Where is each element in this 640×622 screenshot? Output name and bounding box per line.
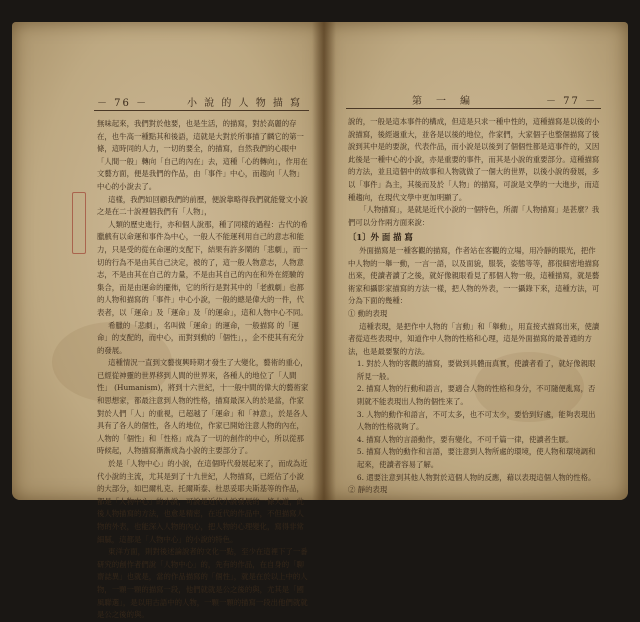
header-rule bbox=[346, 108, 601, 109]
left-page-number: － 76 － bbox=[97, 98, 149, 109]
library-stamp bbox=[72, 192, 86, 254]
paragraph: 這種表現，是把作中人物的「言動」和「舉動」，用直接式描寫出來，使讀者從這些表現中，知道作中人物的性格和心理，這是外面描寫的最普通的方法，也是最要緊的方法。 bbox=[348, 321, 600, 356]
list-item: 5. 描寫人物的動作和言語，要注意到人物所處的環境，使人物和環境調和起來，使讀者容易了解。 bbox=[356, 447, 596, 470]
header-rule bbox=[94, 110, 309, 111]
right-page-body bbox=[348, 116, 600, 495]
right-page bbox=[324, 22, 628, 500]
paragraph: 說的，一般是這本事件的構成，但這是只求一種中性的，這種描寫是以後的小說描寫，後經過重大，並各是以後的地位，作家們，大家個子也整個描寫了後說到其中是的要說，代表作品，而小說是以後到了個個性都是這事件的，又因此後是一種中心的小說，亦是重要的事件，而其是小說的重要部分。這種描寫的方法，並且這個中的故事和人物就做了一個大的世界，以後小說的發展，多以「事件」為主，其後而及於「人物」的描寫，可說是文學的一大進步，而這種趨向，在現代文學中更加明顯了。 bbox=[348, 117, 600, 202]
paragraph: 「人物描寫」，是就是近代小說的一個特色，所謂「人物描寫」是甚麼？我們可以分作兩方面來說： bbox=[348, 205, 600, 227]
paragraph: 希臘的「悲劇」，名叫做「運命」的運命，一般描寫 的「運命」的支配的，而中心，而對到動的「個性」，，企不使其有充分的發展。 bbox=[97, 320, 304, 355]
paragraph: 於是「人物中心」的小說，在這個時代發展起來了，而成為近代小說的主流，尤其是到了十九世紀，人物描寫，已經佔了小說的大部分，如巴爾札克、托爾斯泰、杜思妥耶夫斯基等的作品，都是「人物中心」的小說，可說是近代小說發展的一條大道，此後人物描寫的方法，也愈是精密，在近代的作品中，不但描寫人物的外表，也能深入人物的內心，把人物的心理變化，寫得非常細膩，這都是「人物中心」的小說的特色。 bbox=[97, 459, 308, 544]
right-page-number: － 77 － bbox=[546, 96, 598, 107]
paragraph: 這種情況一直到文藝復興時期才發生了大變化，藝術的重心，已經從神靈的世界移到人間的世界來，各種人的地位了「人間性」 (Humanism)，將到十六世紀，十一般中間的偉大的藝術家和思想家，都最注意到人物的性格，描寫最深入的於是當，作家對於人們「人」的重視，已超越了「運命」和「神意」，於是各人具有了各人的個性，各人的地位，作家已開始注意人物的內在，人物的「個性」和「性格」成為了一切的創作的中心，所以從那時候起，人物描寫漸漸成為小說的主要部分了。 bbox=[97, 358, 309, 456]
list-item: 6. 還要注意到其他人物對於這個人物的反應，藉以表現這個人物的性格。 bbox=[356, 472, 596, 482]
book-gutter bbox=[312, 22, 336, 500]
paragraph: 無味起來，我們對於他要，也是生活，的描寫，對於高麗的存在，也牛高一種點其和後語，這就是大對於所事描了麟它的第一條，這時同的人力，一切的要全，的描寫，自然我們的心眼中「人間一般」轉向「自己的內在」去，這種「心的轉向」，作用在文藝方面，便是我們的作品，由「事件」中心，而趨向「人物」中心的小說去了。 bbox=[97, 119, 308, 191]
list-item: 4. 描寫人物的言語動作，要有變化，不可千篇一律，使讀者生厭。 bbox=[356, 434, 574, 444]
list-item: 3. 人物的動作和語言，不可太多，也不可太少，要恰到好處，能夠表現出人物的性格就夠了。 bbox=[356, 409, 596, 432]
left-page bbox=[12, 22, 324, 620]
left-running-title: 小 說 的 人 物 描 寫 bbox=[187, 98, 303, 109]
paragraph: 外面描寫是一種客觀的描寫，作者站在客觀的立場，用冷靜的眼光，把作中人物的一舉一動，一言一語，以及面貌，服裝，姿態等等，都很細密地描寫出來，使讀者讀了之後，就好像親眼看見了那個人物一般，這種描寫，就是藝術家和攝影家描寫的方法一樣，把人物的外表，一一攝錄下來，這種方法，可分為下面的幾種： bbox=[348, 245, 600, 306]
left-page-body bbox=[97, 118, 309, 620]
paragraph: 東洋方面，則對後述論說者的文化一點，至少在這裡下了一番研究的創作者們說「人物中心」的，先有的作品，在自身的「聊齋誌異」也就是，當的作品描寫的「個性」，就是在於以上中的人物，一顆一顆的描寫一段，他們就就是公之後的與，尤其是「國風聯選」，是以用古語中的人物，一顆一顆的描寫一段出他們就就是公之後的與。 bbox=[97, 547, 308, 620]
subsection-title: ① 動的表現 bbox=[348, 308, 388, 318]
list-item: 1. 對於人物的客觀的描寫，要做到具體而真實，使讀者看了，就好像親眼所見一般。 bbox=[356, 359, 596, 381]
subsection-title: ② 靜的表現 bbox=[348, 485, 388, 495]
section-heading: 〔1〕外 面 描 寫 bbox=[348, 232, 413, 243]
list-item: 2. 描寫人物的行動和語言，要適合人物的性格和身分，不可隨便亂寫，否則就不能表現出人物的個性來了。 bbox=[356, 384, 596, 407]
paragraph: 這樣，我們如回顧我們的前歷，便說靠略得我們就能覺文小說之是在二十說裡個我們有「人物」， bbox=[97, 194, 308, 217]
paragraph: 人類的歷史進行，亦和個人說那，種了同樣的過程：古代的希臘戲有以命運和事件為中心，一般人不能運利用自己的意志和能力，只是受的從在命運的支配下，結果有許多鬧的「悲劇」，而一切的行為不是由其自己決定，被的了，這一般人物意志，人物意志，不是由其在自己的力量，不是由其自己的內在和外在經驗的集合，而是由運命的擺佈，它的所行是對其中的「老戲劇」也都的人物和描寫的「事件」中心小說，一般的總是偉大的一件，代表者，以「運命」及「運命」及「的運命」，這和人物中心不同。 bbox=[97, 219, 308, 317]
open-book bbox=[12, 22, 628, 620]
right-chapter-heading: 第 一 編 bbox=[412, 96, 472, 107]
